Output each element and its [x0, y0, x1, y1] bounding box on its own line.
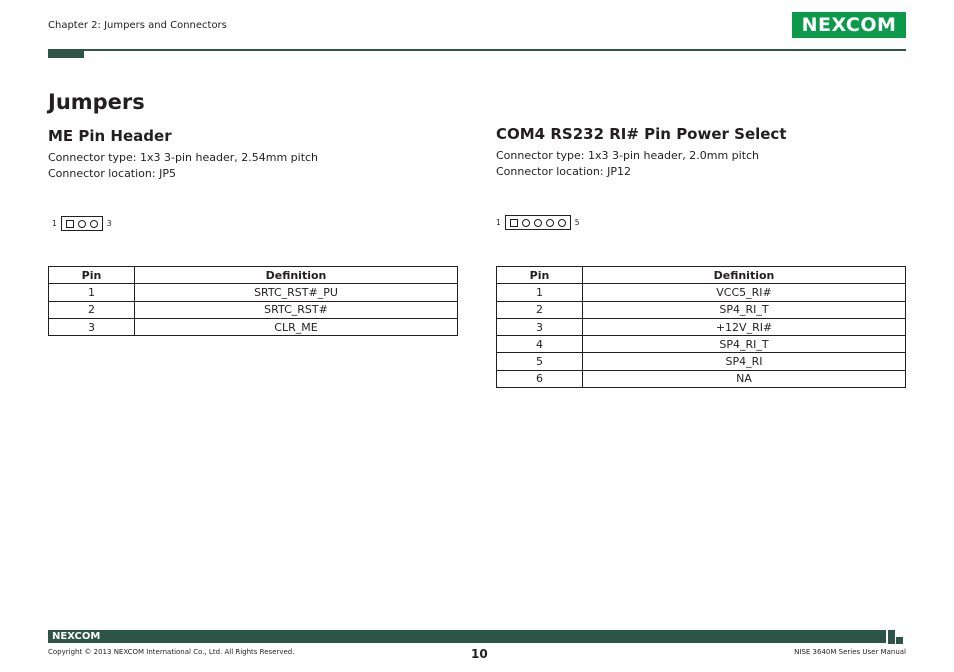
header-bar-block [48, 49, 84, 58]
definition-cell: VCC5_RI# [583, 284, 906, 301]
table-row [497, 318, 906, 335]
com4-connector-location: Connector location: JP12 [496, 165, 631, 178]
chapter-heading: Chapter 2: Jumpers and Connectors [48, 20, 227, 31]
pin-cell: 1 [49, 284, 135, 301]
page-number: 10 [471, 647, 488, 661]
pin-circle [522, 219, 530, 227]
manual-title: NISE 3640M Series User Manual [794, 648, 906, 656]
pin-header-outline [61, 216, 103, 231]
pin-end-label: 3 [106, 219, 112, 228]
table-header-row [497, 267, 906, 284]
com4-ri-title: COM4 RS232 RI# Pin Power Select [496, 125, 787, 143]
definition-cell: CLR_ME [135, 318, 458, 335]
pin-1-square [66, 220, 74, 228]
me-pin-header-title: ME Pin Header [48, 127, 172, 145]
pin-cell: 6 [497, 370, 583, 387]
com4-pin-table [496, 266, 906, 388]
col-pin-header: Pin [497, 267, 583, 284]
pin-1-square [510, 219, 518, 227]
pin-cell: 3 [49, 318, 135, 335]
pin-start-label: 1 [52, 219, 57, 228]
pin-circle [546, 219, 554, 227]
pin-circle [534, 219, 542, 227]
table-header-row [49, 267, 458, 284]
definition-cell: +12V_RI# [583, 318, 906, 335]
pin-end-label: 5 [574, 218, 580, 227]
header-divider [84, 49, 906, 51]
col-definition-header: Definition [583, 267, 906, 284]
table-row [497, 353, 906, 370]
footer-logo: NEXCOM [52, 631, 101, 642]
table-row [497, 370, 906, 387]
footer-squares-icon [888, 630, 906, 644]
pin-start-label: 1 [496, 218, 501, 227]
me-connector-type: Connector type: 1x3 3-pin header, 2.54mm pitch [48, 151, 319, 164]
definition-cell: SRTC_RST#_PU [135, 284, 458, 301]
me-pin-table [48, 266, 458, 336]
com4-connector-type: Connector type: 1x3 3-pin header, 2.0mm pitch [496, 149, 760, 162]
jp12-pin-diagram [496, 215, 580, 230]
me-connector-location: Connector location: JP5 [48, 167, 176, 180]
definition-cell: SP4_RI [583, 353, 906, 370]
pin-header-outline [505, 215, 571, 230]
table-row [49, 318, 458, 335]
jp5-pin-diagram [52, 216, 112, 231]
table-row [497, 336, 906, 353]
definition-cell: SRTC_RST# [135, 301, 458, 318]
pin-cell: 5 [497, 353, 583, 370]
definition-cell: SP4_RI_T [583, 336, 906, 353]
table-row [49, 301, 458, 318]
pin-cell: 2 [497, 301, 583, 318]
logo-text: NEXCOM [801, 14, 897, 36]
col-pin-header: Pin [49, 267, 135, 284]
table-row [497, 284, 906, 301]
table-row [49, 284, 458, 301]
table-row [497, 301, 906, 318]
pin-cell: 3 [497, 318, 583, 335]
pin-circle [558, 219, 566, 227]
copyright-text: Copyright © 2013 NEXCOM International Co., Ltd. All Rights Reserved. [48, 648, 295, 656]
pin-cell: 1 [497, 284, 583, 301]
col-definition-header: Definition [135, 267, 458, 284]
definition-cell: NA [583, 370, 906, 387]
pin-cell: 4 [497, 336, 583, 353]
pin-circle [78, 220, 86, 228]
pin-cell: 2 [49, 301, 135, 318]
definition-cell: SP4_RI_T [583, 301, 906, 318]
footer-bar [48, 630, 886, 643]
nexcom-logo [792, 12, 906, 38]
page-title: Jumpers [48, 90, 145, 114]
pin-circle [90, 220, 98, 228]
